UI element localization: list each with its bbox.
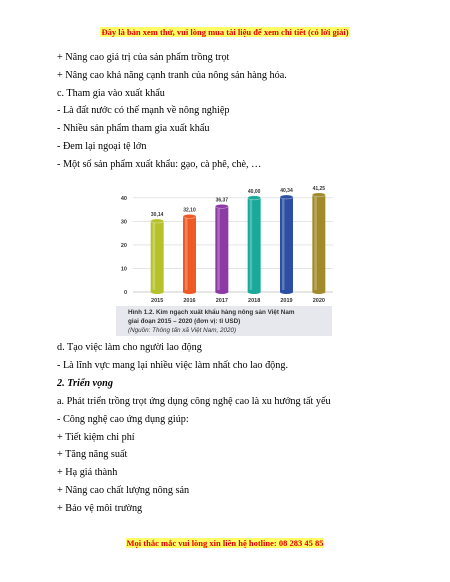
value-label: 40,00 [247, 188, 261, 195]
value-label: 40,34 [280, 187, 293, 194]
bar-highlight [153, 223, 156, 290]
export-chart-figure [111, 178, 337, 337]
bar-top-cap [183, 214, 196, 218]
bar-chart [111, 178, 337, 306]
bar-bottom-cap [248, 290, 261, 294]
value-label: 41,25 [312, 185, 326, 192]
bar [151, 221, 164, 292]
bar-bottom-cap [183, 290, 196, 294]
text-line: d. Tạo việc làm cho người lao động [57, 342, 202, 353]
caption-subtitle: giai đoạn 2015 – 2020 (đơn vị: tỉ USD) [128, 318, 241, 325]
text-line: + Nâng cao giá trị của sản phẩm trồng trọt [57, 52, 230, 63]
bar-top-cap [280, 195, 293, 199]
value-label: 30,14 [150, 212, 164, 219]
text-line: + Tăng năng suất [57, 449, 128, 461]
text-line: - Công nghệ cao ứng dụng giúp: [57, 413, 189, 425]
bar-top-cap [215, 204, 228, 208]
bar-top-cap [248, 196, 261, 200]
x-tick-label: 2018 [248, 298, 261, 304]
text-line: - Đem lại ngoại tệ lớn [57, 141, 147, 152]
section-heading: 2. Triển vọng [57, 377, 113, 389]
bar-highlight [185, 218, 188, 290]
bar-highlight [314, 197, 317, 290]
x-tick-label: 2017 [215, 298, 228, 304]
bar [312, 195, 325, 292]
text-line: + Nâng cao chất lượng nông sản [57, 485, 190, 497]
bar [248, 198, 261, 292]
y-tick-label: 30 [120, 219, 127, 226]
text-line: + Hạ giá thành [57, 467, 118, 479]
value-label: 36,37 [215, 197, 229, 204]
bar-bottom-cap [312, 290, 325, 294]
bar-highlight [217, 208, 220, 290]
caption-source: (Nguồn: Thông tấn xã Việt Nam, 2020) [128, 327, 237, 334]
bar-bottom-cap [151, 290, 164, 294]
bar-top-cap [312, 193, 325, 197]
text-line: + Nâng cao khả năng cạnh tranh của nông sản hàng hóa. [57, 69, 287, 81]
bar-highlight [282, 199, 285, 290]
bar-top-cap [151, 219, 164, 223]
text-line: - Một số sản phẩm xuất khẩu: gạo, cà phê, chè, … [57, 158, 262, 170]
text-line: a. Phát triển trồng trọt ứng dụng công nghệ cao là xu hướng tất yếu [57, 395, 331, 407]
text-line: + Bảo vệ môi trường [57, 503, 143, 515]
caption-title: Hình 1.2. Kim ngạch xuất khẩu hàng nông sản Việt Nam [128, 309, 295, 316]
bar [215, 206, 228, 292]
text-line: c. Tham gia vào xuất khẩu [57, 87, 165, 99]
text-line: + Tiết kiệm chi phí [57, 431, 135, 443]
bar-bottom-cap [280, 290, 293, 294]
x-tick-label: 2015 [151, 298, 164, 304]
x-tick-label: 2016 [183, 298, 196, 304]
y-tick-label: 10 [120, 266, 127, 273]
x-tick-label: 2019 [280, 298, 293, 304]
value-label: 32,10 [183, 207, 196, 214]
bar [183, 216, 196, 292]
y-tick-label: 40 [120, 195, 127, 202]
preview-notice-banner: Đây là bản xem thử, vui lòng mua tài liệu để xem chi tiết (có lời giải) [101, 27, 349, 37]
text-line: - Nhiều sản phẩm tham gia xuất khẩu [57, 123, 210, 135]
x-tick-label: 2020 [312, 298, 325, 304]
text-line: - Là đất nước có thế mạnh về nông nghiệp [57, 105, 230, 117]
bar [280, 197, 293, 292]
y-tick-label: 20 [120, 242, 127, 249]
text-line: - Là lĩnh vực mang lại nhiều việc làm nhất cho lao động. [57, 359, 288, 371]
bar-highlight [250, 200, 253, 290]
bar-bottom-cap [215, 290, 228, 294]
figure-caption [116, 306, 332, 336]
hotline-notice-banner: Mọi thắc mắc vui lòng xin liên hệ hotline: 08 283 45 85 [126, 538, 324, 548]
y-tick-label: 0 [123, 290, 127, 296]
